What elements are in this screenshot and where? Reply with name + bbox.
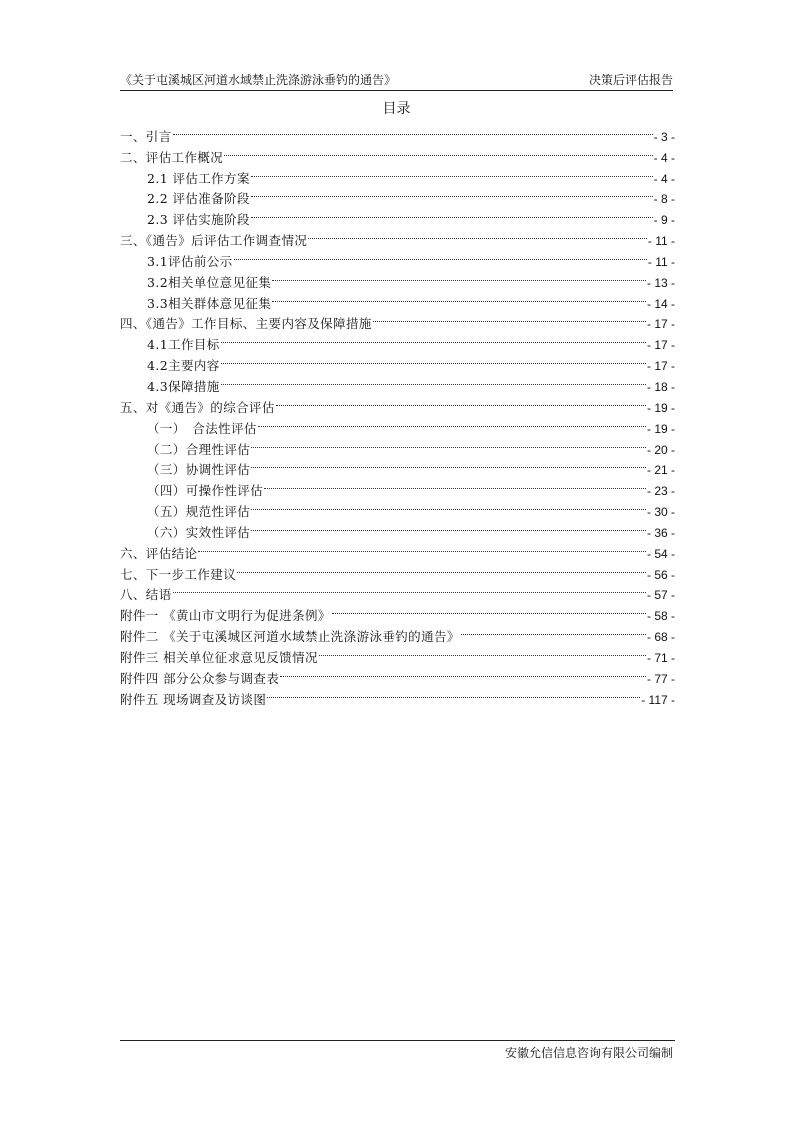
toc-dot-leader [198, 537, 646, 558]
footer-publisher: 安徽允信信息咨询有限公司编制 [504, 1046, 673, 1060]
toc-entry-label: 八、结语 [120, 587, 172, 603]
toc-entry-page-number: - 17 - [646, 338, 675, 353]
toc-dot-leader [234, 245, 647, 266]
toc-entry-page-number: - 58 - [646, 609, 675, 624]
toc-entry-label: 附件一 《黄山市文明行为促进条例》 [120, 608, 331, 624]
toc-title: 目录 [382, 101, 411, 117]
toc-dot-leader [258, 412, 646, 433]
toc-entry-page-number: - 3 - [653, 129, 675, 144]
toc-entry-label: 三、《通告》后评估工作调查情况 [120, 233, 308, 249]
toc-entry-label: （五）规范性评估 [147, 504, 251, 520]
toc-dot-leader [221, 328, 646, 349]
toc-dot-leader [373, 308, 646, 329]
toc-entry[interactable] [120, 537, 675, 561]
toc-entry-label: 4.2主要内容 [147, 358, 220, 374]
toc-entry-page-number: - 8 - [653, 192, 675, 207]
toc-entry-label: 3.2相关单位意见征集 [147, 274, 272, 290]
toc-entry-page-number: - 54 - [646, 546, 675, 561]
toc-dot-leader [221, 370, 646, 391]
footer-divider [120, 1040, 675, 1041]
toc-entry-label: 二、评估工作概况 [120, 149, 224, 165]
toc-dot-leader [237, 558, 646, 579]
toc-entry-label: （六）实效性评估 [147, 524, 251, 540]
toc-dot-leader [251, 183, 653, 204]
toc-dot-leader [461, 620, 646, 641]
toc-dot-leader [332, 599, 646, 620]
toc-entry[interactable] [120, 120, 675, 144]
toc-entry-page-number: - 11 - [647, 254, 675, 269]
toc-entry-label: 六、评估结论 [120, 545, 198, 561]
toc-entry-page-number: - 4 - [653, 171, 675, 186]
table-of-contents [120, 120, 675, 707]
toc-entry-label: 五、对《通告》的综合评估 [120, 399, 275, 415]
toc-dot-leader [251, 454, 646, 475]
toc-entry[interactable] [120, 599, 675, 624]
toc-entry-page-number: - 4 - [653, 150, 675, 165]
toc-entry-page-number: - 71 - [646, 650, 675, 665]
toc-entry-page-number: - 21 - [646, 463, 675, 478]
toc-dot-leader [319, 641, 646, 662]
toc-entry-page-number: - 30 - [646, 505, 675, 520]
toc-dot-leader [251, 203, 653, 224]
toc-entry-page-number: - 77 - [646, 671, 675, 686]
toc-dot-leader [224, 141, 652, 162]
toc-entry[interactable] [120, 558, 675, 582]
toc-dot-leader [251, 516, 646, 537]
toc-entry-label: 七、下一步工作建议 [120, 566, 237, 582]
toc-entry-label: 附件三 相关单位征求意见反馈情况 [120, 649, 318, 665]
toc-entry-page-number: - 19 - [646, 400, 675, 415]
toc-entry-page-number: - 18 - [646, 379, 675, 394]
toc-entry-label: （四）可操作性评估 [147, 483, 264, 499]
toc-entry-label: 四、《通告》工作目标、主要内容及保障措施 [120, 316, 372, 332]
toc-entry-page-number: - 17 - [646, 359, 675, 374]
toc-entry-page-number: - 56 - [646, 567, 675, 582]
toc-entry-page-number: - 23 - [646, 484, 675, 499]
toc-entry-page-number: - 14 - [646, 296, 675, 311]
toc-dot-leader [173, 120, 653, 141]
toc-entry-page-number: - 20 - [646, 442, 675, 457]
toc-entry[interactable] [120, 579, 675, 603]
toc-entry-label: 3.3相关群体意见征集 [147, 295, 272, 311]
toc-dot-leader [272, 266, 646, 287]
toc-entry-label: 2.2 评估准备阶段 [147, 191, 250, 207]
toc-entry-page-number: - 117 - [641, 692, 675, 707]
toc-dot-leader [308, 224, 647, 245]
toc-entry-label: 一、引言 [120, 128, 172, 144]
toc-dot-leader [251, 433, 646, 454]
toc-entry-page-number: - 11 - [647, 234, 675, 249]
toc-entry-page-number: - 9 - [653, 213, 675, 228]
toc-entry-label: （一） 合法性评估 [147, 420, 257, 436]
toc-entry-label: 附件四 部分公众参与调查表 [120, 670, 280, 686]
toc-dot-leader [173, 579, 646, 600]
toc-dot-leader [251, 162, 653, 183]
page-header [120, 72, 673, 91]
toc-entry-page-number: - 13 - [646, 275, 675, 290]
toc-entry-label: 2.1 评估工作方案 [147, 170, 250, 186]
toc-entry-label: 4.1工作目标 [147, 337, 220, 353]
toc-dot-leader [267, 683, 640, 704]
toc-entry-label: （二）合理性评估 [147, 441, 251, 457]
toc-dot-leader [221, 349, 646, 370]
toc-entry-label: （三）协调性评估 [147, 462, 251, 478]
toc-entry-page-number: - 19 - [646, 421, 675, 436]
toc-entry[interactable] [120, 141, 675, 165]
toc-entry-page-number: - 17 - [646, 317, 675, 332]
toc-entry-label: 附件五 现场调查及访谈图 [120, 691, 267, 707]
toc-dot-leader [280, 662, 646, 683]
toc-dot-leader [251, 495, 646, 516]
toc-entry-label: 4.3保障措施 [147, 378, 220, 394]
toc-entry-label: 附件二 《关于屯溪城区河道水域禁止洗涤游泳垂钓的通告》 [120, 629, 460, 645]
toc-dot-leader [272, 287, 646, 308]
toc-entry-label: 3.1评估前公示 [147, 253, 233, 269]
header-report-type: 决策后评估报告 [588, 73, 673, 87]
toc-entry-page-number: - 68 - [646, 630, 675, 645]
header-document-title: 《关于屯溪城区河道水域禁止洗涤游泳垂钓的通告》 [120, 73, 397, 87]
toc-dot-leader [276, 391, 646, 412]
toc-dot-leader [264, 474, 646, 495]
toc-entry-page-number: - 57 - [646, 588, 675, 603]
toc-entry-page-number: - 36 - [646, 525, 675, 540]
toc-entry-label: 2.3 评估实施阶段 [147, 212, 250, 228]
